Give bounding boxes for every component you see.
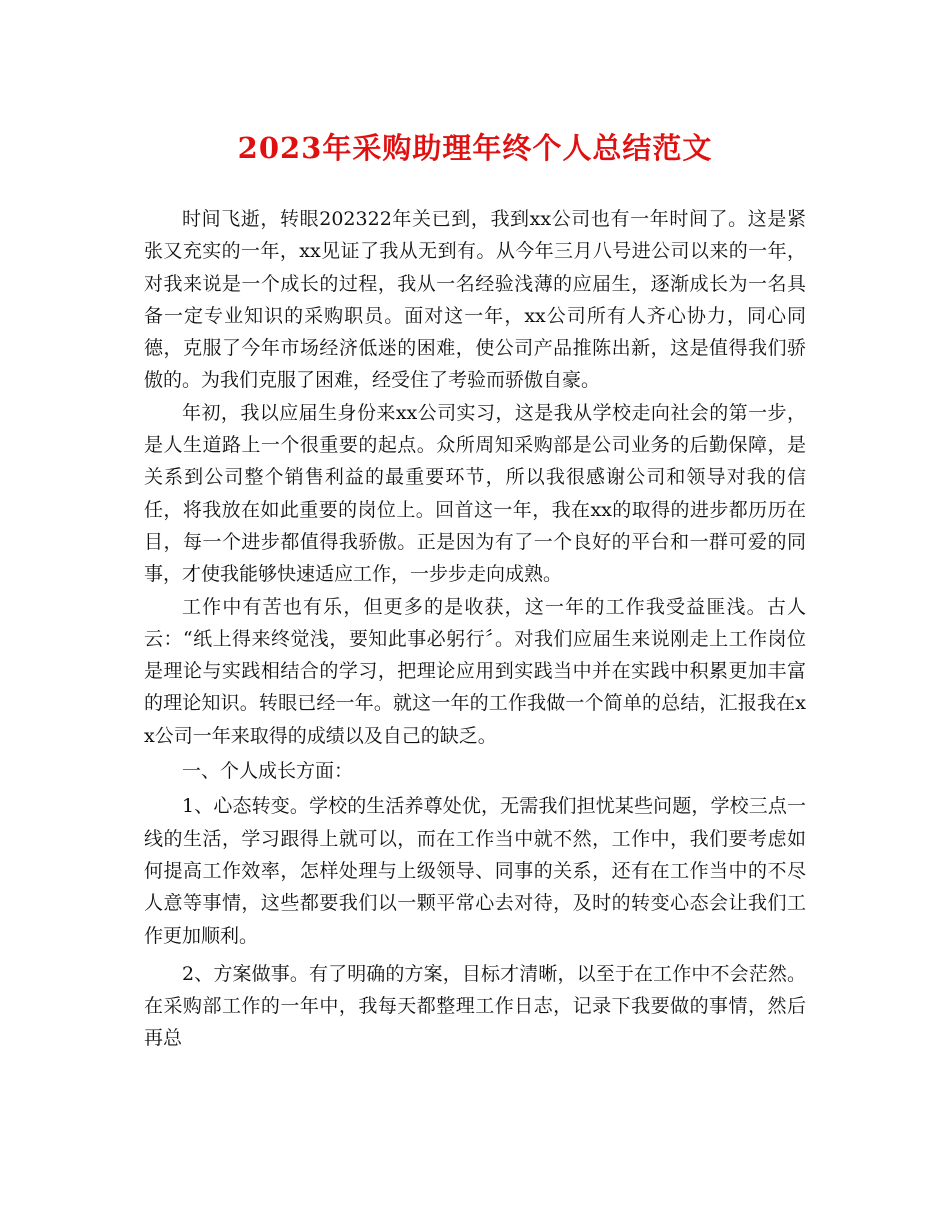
document-body — [144, 203, 806, 1055]
section-heading-personal-growth: 一、个人成长方面： — [182, 760, 354, 783]
paragraph-work-gains: 工作中有苦也有乐，但更多的是收获，这一年的工作我受益匪浅。古人云：“纸上得来终觉浅，要知此事必躬行〞。对我们应届生来说刚走上工作岗位是理论与实践相结合的学习，把理论应用到实践当中并在实践中积累更加丰富的理论知识。转眼已经一年。就这一年的工作我做一个简单的总结，汇报我在xx公司一年来取得的成绩以及自己的缺乏。 — [144, 595, 806, 747]
paragraph-planned-work: 2、方案做事。有了明确的方案，目标才清晰，以至于在工作中不会茫然。在采购部工作的一年中，我每天都整理工作日志，记录下我要做的事情，然后再总 — [144, 962, 806, 1050]
paragraph-beginning-of-year: 年初，我以应届生身份来xx公司实习，这是我从学校走向社会的第一步，是人生道路上一个很重要的起点。众所周知采购部是公司业务的后勤保障，是关系到公司整个销售利益的最重要环节，所以我很感谢公司和领导对我的信任，将我放在如此重要的岗位上。回首这一年，我在xx的取得的进步都历历在目，每一个进步都值得我骄傲。正是因为有了一个良好的平台和一群可爱的同事，才使我能够快速适应工作，一步步走向成熟。 — [144, 401, 806, 586]
document-title: 2023年采购助理年终个人总结范文 — [237, 131, 713, 165]
paragraph-intro: 时间飞逝，转眼202322年关已到，我到xx公司也有一年时间了。这是紧张又充实的一年，xx见证了我从无到有。从今年三月八号进公司以来的一年，对我来说是一个成长的过程，我从一名经验浅薄的应届生，逐渐成长为一名具备一定专业知识的采购职员。面对这一年，xx公司所有人齐心协力，同心同德，克服了今年市场经济低迷的困难，使公司产品推陈出新，这是值得我们骄傲的。为我们克服了困难，经受住了考验而骄傲自豪。 — [144, 208, 806, 392]
paragraph-mindset-change: 1、心态转变。学校的生活养尊处优，无需我们担忧某些问题，学校三点一线的生活，学习跟得上就可以，而在工作当中就不然，工作中，我们要考虑如何提高工作效率，怎样处理与上级领导、同事的关系，还有在工作当中的不尽人意等事情，这些都要我们以一颗平常心去对待，及时的转变心态会让我们工作更加顺利。 — [144, 795, 806, 947]
